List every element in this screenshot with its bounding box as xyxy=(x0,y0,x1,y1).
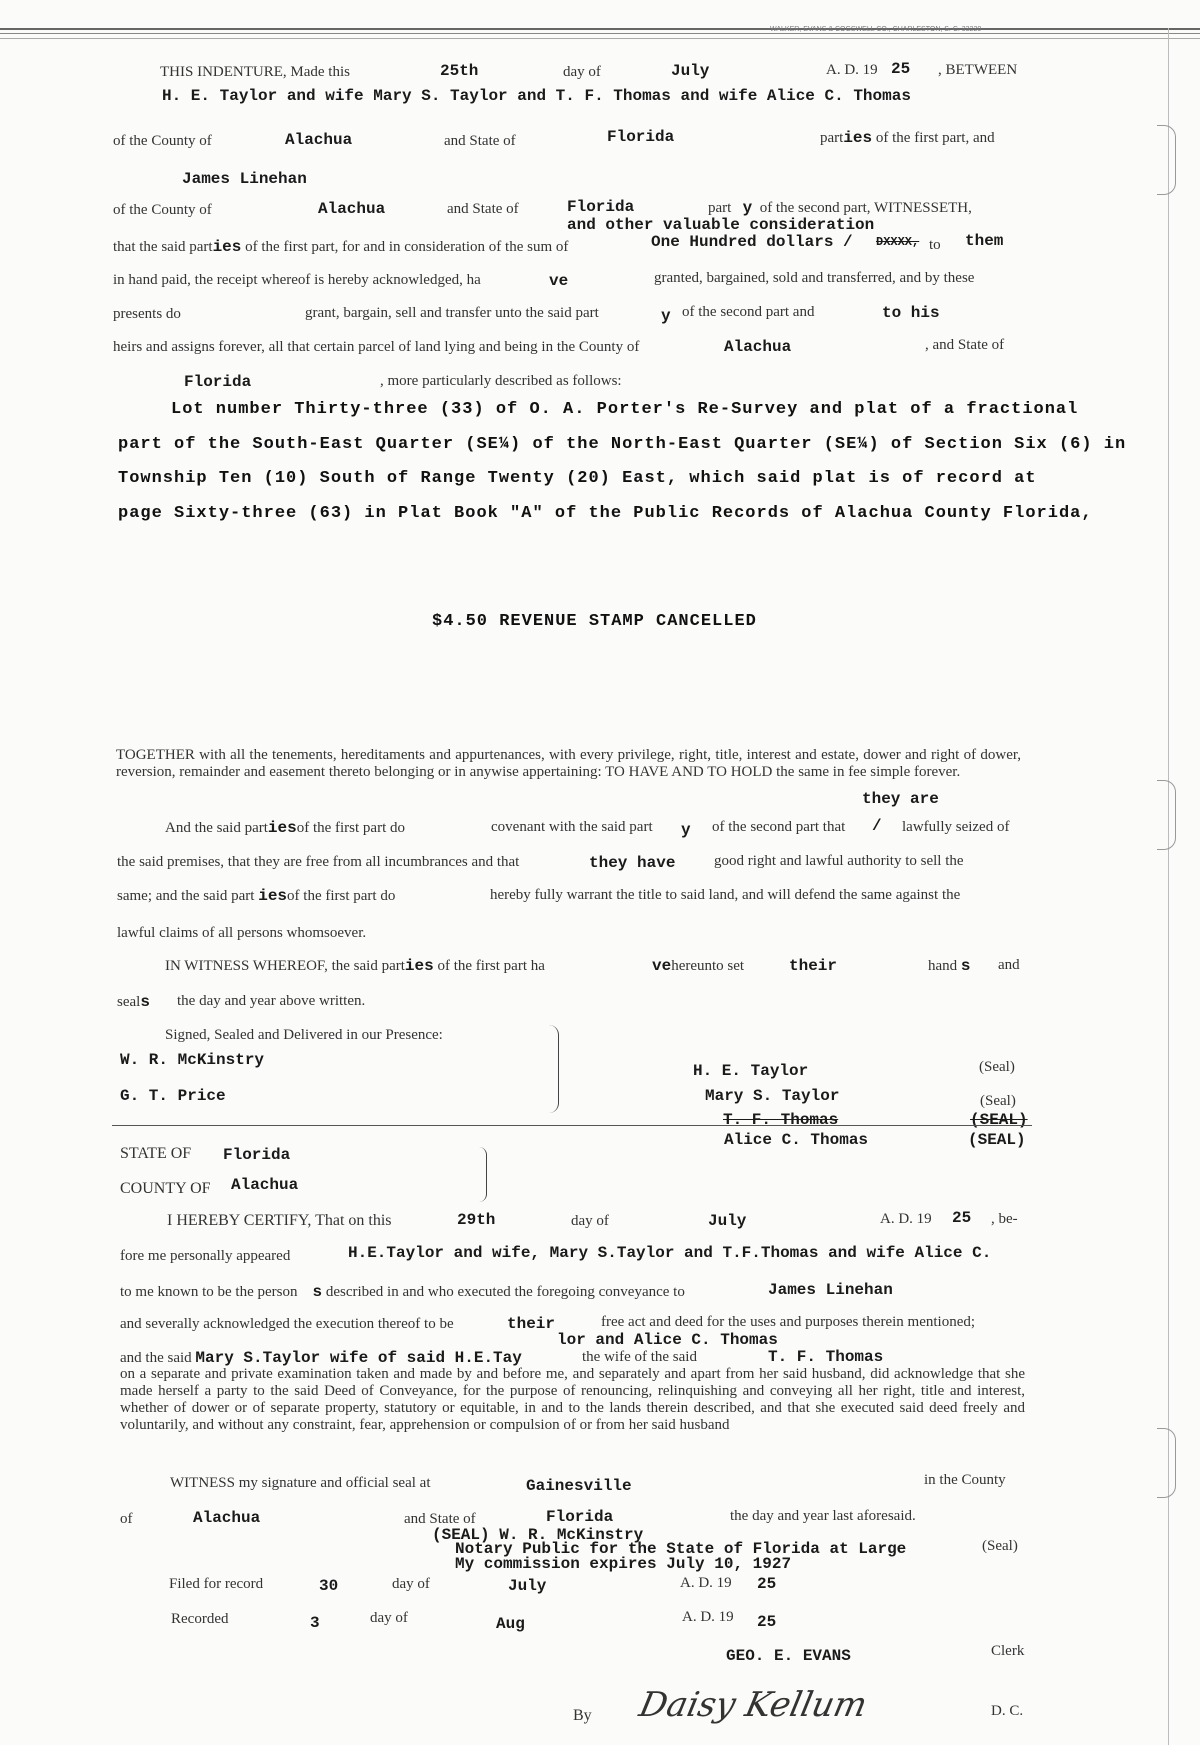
signer-2: Mary S. Taylor xyxy=(705,1087,840,1105)
said-parties-label: that the said part xyxy=(113,239,213,255)
cert-be: , be- xyxy=(991,1211,1018,1227)
hand-paid-text: in hand paid, the receipt whereof is hereby acknowledged, ha xyxy=(113,272,481,288)
by-label: By xyxy=(573,1707,592,1724)
printer-imprint: WALKER, EVANS & COGSWELL CO., CHARLESTON, S. C. 33220 xyxy=(770,26,982,33)
seal-2: (Seal) xyxy=(980,1093,1016,1109)
grant-text: grant, bargain, sell and transfer unto the said part xyxy=(305,305,599,321)
their-hands: their xyxy=(789,957,838,975)
binder-tab xyxy=(1157,125,1176,195)
rec-day: 3 xyxy=(310,1614,320,1632)
grantee-name: James Linehan xyxy=(182,170,307,188)
witness-whereof-label: IN WITNESS WHEREOF, the said part xyxy=(165,958,405,974)
covenant-text-e: lawfully seized of xyxy=(902,819,1010,835)
filed-label: Filed for record xyxy=(169,1576,264,1592)
dc-label: D. C. xyxy=(991,1703,1024,1719)
cert-ad: A. D. 19 xyxy=(880,1211,932,1227)
covenant-suffix-1: ies xyxy=(267,819,297,837)
in-county-label: in the County xyxy=(924,1472,1006,1488)
day-year-written: the day and year above written. xyxy=(177,993,366,1009)
description-line-4: page Sixty-three (63) in Plat Book "A" of the Public Records of Alachua County Florida, xyxy=(118,504,1093,523)
notary-line-1: (SEAL) W. R. McKinstry xyxy=(432,1526,644,1544)
cert-month: July xyxy=(708,1212,747,1230)
same-text-c: hereby fully warrant the title to said land, and will defend the same against the xyxy=(490,887,961,903)
heirs-text: heirs and assigns forever, all that certain parcel of land lying and being in the County of xyxy=(113,339,640,355)
description-line-3: Township Ten (10) South of Range Twenty (20) East, which said plat is of record at xyxy=(118,469,1037,488)
cert-state-2: Florida xyxy=(546,1508,614,1526)
clerk-label: Clerk xyxy=(991,1643,1025,1659)
cert-county-2: Alachua xyxy=(193,1509,261,1527)
county-of-label: COUNTY OF xyxy=(120,1180,211,1197)
acknowledged-their: their xyxy=(507,1315,556,1333)
between-label: , BETWEEN xyxy=(938,62,1018,78)
state-brace xyxy=(478,1147,487,1202)
presents-text: presents do xyxy=(113,306,181,322)
county-label: of the County of xyxy=(113,133,212,149)
description-line-1: Lot number Thirty-three (33) of O. A. Porter's Re-Survey and plat of a fractional xyxy=(171,400,1079,419)
they-have: they have xyxy=(589,854,676,872)
known-suffix: s xyxy=(312,1283,323,1301)
party-second-label: part xyxy=(708,200,732,216)
day-of-label: day of xyxy=(563,64,601,80)
cert-day: 29th xyxy=(457,1211,496,1229)
same-label: same; and the said part xyxy=(117,888,255,904)
filed-year: 25 xyxy=(757,1575,777,1593)
seal-3: (SEAL) xyxy=(970,1111,1028,1129)
covenant-text-d: of the second part that xyxy=(712,819,846,835)
cert-city: Gainesville xyxy=(526,1477,632,1495)
rec-month: Aug xyxy=(496,1615,525,1633)
premises-text: the said premises, that they are free from all incumbrances and that xyxy=(117,854,520,870)
to-his: to his xyxy=(882,304,940,322)
signed-sealed: Signed, Sealed and Delivered in our Presence: xyxy=(165,1027,443,1043)
party-first-suffix: ies xyxy=(843,129,873,147)
state-label: and State of xyxy=(444,133,516,149)
cert-grantee: James Linehan xyxy=(768,1281,893,1299)
second-part-and: of the second part and xyxy=(682,304,815,320)
party-first-tail: of the first part, and xyxy=(875,130,995,146)
said-parties-suffix: ies xyxy=(212,238,242,256)
land-county: Alachua xyxy=(724,338,792,356)
to-label: to xyxy=(929,237,941,253)
same-suffix: ies xyxy=(258,887,288,905)
notary-line-3: My commission expires July 10, 1927 xyxy=(455,1555,792,1573)
wife-of-label: the wife of the said xyxy=(582,1349,697,1365)
filed-day: 30 xyxy=(319,1577,339,1595)
deputy-clerk-signature: Daisy Kellum xyxy=(635,1685,871,1725)
witness-brace xyxy=(548,1025,559,1113)
same-line xyxy=(117,887,395,905)
recorded-label: Recorded xyxy=(171,1611,229,1627)
seals-line xyxy=(117,993,150,1011)
party-second xyxy=(708,199,972,217)
signature-divider xyxy=(112,1125,1032,1126)
and-label: and xyxy=(998,957,1020,973)
lor-line: lor and Alice C. Thomas xyxy=(557,1331,778,1349)
seal-suffix: s xyxy=(140,993,150,1011)
witness-signature-text: WITNESS my signature and official seal at xyxy=(170,1475,431,1491)
fore-me: fore me personally appeared xyxy=(120,1248,291,1264)
deed-year: 25 xyxy=(891,60,911,78)
described-text: described in and who executed the foregoing conveyance to xyxy=(325,1284,685,1300)
filed-month: July xyxy=(508,1577,547,1595)
same-text-b: of the first part do xyxy=(287,888,396,904)
hereunto-text: hereunto set xyxy=(671,958,745,974)
filed-day-of: day of xyxy=(392,1576,430,1592)
deed-day: 25th xyxy=(440,62,479,80)
together-clause: TOGETHER with all the tenements, hereditaments and appurtenances, with every privilege, right, title, interest and estate, dower and right of dower, reversion, remainder and easement thereto belonging or in anywise appertaining: TO HAVE AND TO HOLD the same in fee simple forever. xyxy=(116,747,1021,780)
other-consideration: and other valuable consideration xyxy=(567,216,875,234)
grant-suffix: y xyxy=(661,307,671,325)
wife-text: Mary S.Taylor wife of said H.E.Tay xyxy=(195,1349,522,1367)
covenant-line xyxy=(165,819,405,837)
party-second-suffix: y xyxy=(742,199,753,217)
land-state: Florida xyxy=(184,373,252,391)
struck-text: DXXXX, xyxy=(876,235,920,249)
day-last: the day and year last aforesaid. xyxy=(730,1508,916,1524)
witness-whereof-suffix: ies xyxy=(404,957,434,975)
hand-label xyxy=(928,957,971,975)
ad-label: A. D. 19 xyxy=(826,62,878,78)
state-of-label: STATE OF xyxy=(120,1145,192,1162)
hand-word: hand xyxy=(928,958,958,974)
cert-county: Alachua xyxy=(231,1176,299,1194)
certify-text: I HEREBY CERTIFY, That on this xyxy=(167,1212,392,1229)
hereunto-ve: ve xyxy=(652,957,672,975)
separate-examination: on a separate and private examination taken and made by and before me, and separately and apart from her said husband, did acknowledge that she made herself a party to the said Deed of Conveyance, for the purpose of renouncing, relinquishing and conveying all her right, title and interest, whether of dower or of separate property, statutory or equitable, in and to the lands therein described, and that she executed said deed freely and voluntarily, and without any constraint, fear, apprehension or compulsion of or from her said husband xyxy=(120,1366,1025,1433)
notary-seal: (Seal) xyxy=(982,1538,1018,1554)
revenue-stamp-note: $4.50 REVENUE STAMP CANCELLED xyxy=(432,612,757,631)
premises-text-b: good right and lawful authority to sell the xyxy=(714,853,964,869)
granted-text: granted, bargained, sold and transferred, and by these xyxy=(654,270,975,286)
covenant-text-c: covenant with the said part xyxy=(491,819,653,835)
hand-suffix: s xyxy=(960,957,971,975)
cert-state: Florida xyxy=(223,1146,291,1164)
to-them: them xyxy=(965,232,1004,250)
cert-year: 25 xyxy=(952,1209,972,1227)
grantor-state: Florida xyxy=(607,128,675,146)
consideration-sum: One Hundred dollars / xyxy=(651,233,853,251)
known-text: to me known to be the person xyxy=(120,1284,298,1300)
description-line-2: part of the South-East Quarter (SE¼) of the North-East Quarter (SE¼) of Section Six (6) in xyxy=(118,435,1127,454)
notary-line-2: Notary Public for the State of Florida at Large xyxy=(455,1540,907,1558)
seal-4: (SEAL) xyxy=(968,1131,1026,1149)
party-first xyxy=(820,129,995,147)
rec-ad: A. D. 19 xyxy=(682,1609,734,1625)
deed-month: July xyxy=(671,62,710,80)
signer-4: Alice C. Thomas xyxy=(724,1131,869,1149)
covenant-slash: / xyxy=(872,817,882,835)
covenant-label: And the said part xyxy=(165,820,268,836)
witness-whereof-text: of the first part ha xyxy=(437,958,545,974)
state-label-2: and State of xyxy=(447,201,519,217)
intro-text: THIS INDENTURE, Made this xyxy=(160,64,350,80)
consideration-text: of the first part, for and in consideration of the sum of xyxy=(245,239,569,255)
witness-2: G. T. Price xyxy=(120,1087,226,1105)
and-said-label: and the said xyxy=(120,1350,192,1366)
seal-1: (Seal) xyxy=(979,1059,1015,1075)
binder-tab xyxy=(1157,1428,1176,1498)
they-are: they are xyxy=(862,790,939,808)
rec-day-of: day of xyxy=(370,1610,408,1626)
cert-state-label: and State of xyxy=(404,1511,476,1527)
covenant-suffix-2: y xyxy=(681,821,691,839)
appeared-names: H.E.Taylor and wife, Mary S.Taylor and T.F.Thomas and wife Alice C. xyxy=(348,1244,992,1262)
covenant-text-b: of the first part do xyxy=(296,820,406,836)
grantor-county: Alachua xyxy=(285,131,353,149)
binder-tab xyxy=(1157,780,1176,850)
known-line xyxy=(120,1283,685,1301)
consideration-line xyxy=(113,238,568,256)
county-label-2: of the County of xyxy=(113,202,212,218)
rec-year: 25 xyxy=(757,1613,777,1631)
cert-day-of: day of xyxy=(571,1213,609,1229)
hand-paid-suffix: ve xyxy=(549,272,569,290)
said-wife-line xyxy=(120,1349,522,1367)
husband-name: T. F. Thomas xyxy=(768,1348,884,1366)
clerk-name: GEO. E. EVANS xyxy=(726,1647,851,1665)
party-second-tail: of the second part, WITNESSETH, xyxy=(759,200,972,216)
grantee-county: Alachua xyxy=(318,200,386,218)
party-first-label: part xyxy=(820,130,844,146)
witness-1: W. R. McKinstry xyxy=(120,1051,265,1069)
signer-3: T. F. Thomas xyxy=(723,1111,839,1129)
of-label: of xyxy=(120,1511,133,1527)
land-state-label: , and State of xyxy=(925,337,1005,353)
acknowledged-text: and severally acknowledged the execution thereof to be xyxy=(120,1316,454,1332)
filed-ad: A. D. 19 xyxy=(680,1575,732,1591)
lawful-claims: lawful claims of all persons whomsoever. xyxy=(117,925,367,941)
more-particular: , more particularly described as follows: xyxy=(380,373,622,389)
signer-1: H. E. Taylor xyxy=(693,1062,809,1080)
witness-whereof-line xyxy=(165,957,545,975)
grantee-state: Florida xyxy=(567,198,635,216)
grantors: H. E. Taylor and wife Mary S. Taylor and T. F. Thomas and wife Alice C. Thomas xyxy=(162,87,911,105)
seal-word: seal xyxy=(117,994,141,1010)
hereunto-line xyxy=(652,957,744,975)
acknowledged-text-b: free act and deed for the uses and purposes therein mentioned; xyxy=(601,1314,976,1330)
